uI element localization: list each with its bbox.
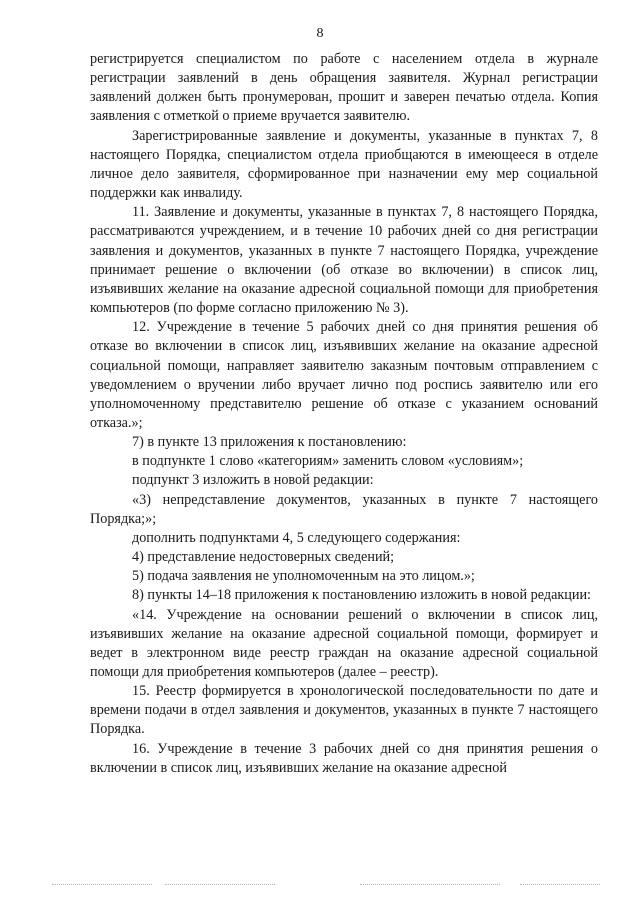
- document-body: [90, 50, 598, 778]
- scan-artifact-line: [52, 884, 152, 885]
- paragraph: регистрируется специалистом по работе с населением отдела в журнале регистрации заявлений в день обращения заявителя. Журнал регистрации заявлений должен быть пронумерован, прошит и заверен печатью отдела. Копия заявления с отметкой о приеме вручается заявителю.: [90, 51, 598, 125]
- paragraph: дополнить подпунктами 4, 5 следующего содержания:: [132, 529, 461, 546]
- paragraph: 12. Учреждение в течение 5 рабочих дней со дня принятия решения об отказе во включении в список лиц, изъявивших желание на оказание адресной социальной помощи, направляет заявителю заказным почтовым отправлением с уведомлением о вручении либо вручает лично под роспись заявителю или его уполномоченному представителю решение об отказе с указанием оснований отказа.»;: [90, 319, 598, 431]
- scan-artifact-line: [520, 884, 600, 885]
- page-number: 8: [316, 26, 324, 41]
- paragraph: 15. Реестр формируется в хронологической последовательности по дате и времени подачи в отдел заявления и документов, указанных в пункте 7 настоящего Порядка.: [90, 683, 598, 738]
- paragraph: 7) в пункте 13 приложения к постановлению:: [132, 434, 407, 451]
- paragraph: 16. Учреждение в течение 3 рабочих дней со дня принятия решения о включении в список лиц, изъявивших желание на оказание адресной: [90, 740, 598, 776]
- scan-artifact-line: [165, 884, 275, 885]
- paragraph: в подпункте 1 слово «категориям» заменить словом «условиям»;: [132, 453, 524, 470]
- paragraph: «14. Учреждение на основании решений о включении в список лиц, изъявивших желание на оказание адресной социальной помощи, формирует и ведет в электронном виде реестр граждан на оказание адресной социальной помощи для приобретения компьютеров (далее – реестр).: [90, 606, 598, 680]
- scan-artifact-line: [360, 884, 500, 885]
- paragraph: 8) пункты 14–18 приложения к постановлению изложить в новой редакции:: [132, 587, 591, 604]
- paragraph: «3) непредставление документов, указанных в пункте 7 настоящего Порядка;»;: [90, 491, 598, 527]
- paragraph: подпункт 3 изложить в новой редакции:: [132, 472, 374, 489]
- paragraph: 11. Заявление и документы, указанные в пунктах 7, 8 настоящего Порядка, рассматриваются учреждением, и в течение 10 рабочих дней со дня регистрации заявления и документов, указанных в пункте 7 настоящего Порядка, учреждение принимает решение о включении (об отказе во включении) в список лиц, изъявивших желание на оказание адресной социальной помощи для приобретения компьютеров (по форме согласно приложению № 3).: [90, 204, 598, 317]
- paragraph: 4) представление недостоверных сведений;: [132, 549, 395, 566]
- paragraph: 5) подача заявления не уполномоченным на это лицом.»;: [132, 568, 475, 585]
- paragraph: Зарегистрированные заявление и документы, указанные в пунктах 7, 8 настоящего Порядка, специалистом отдела приобщаются в имеющееся в отделе личное дело заявителя, сформированное при назначении ему мер социальной поддержки как инвалиду.: [90, 127, 598, 202]
